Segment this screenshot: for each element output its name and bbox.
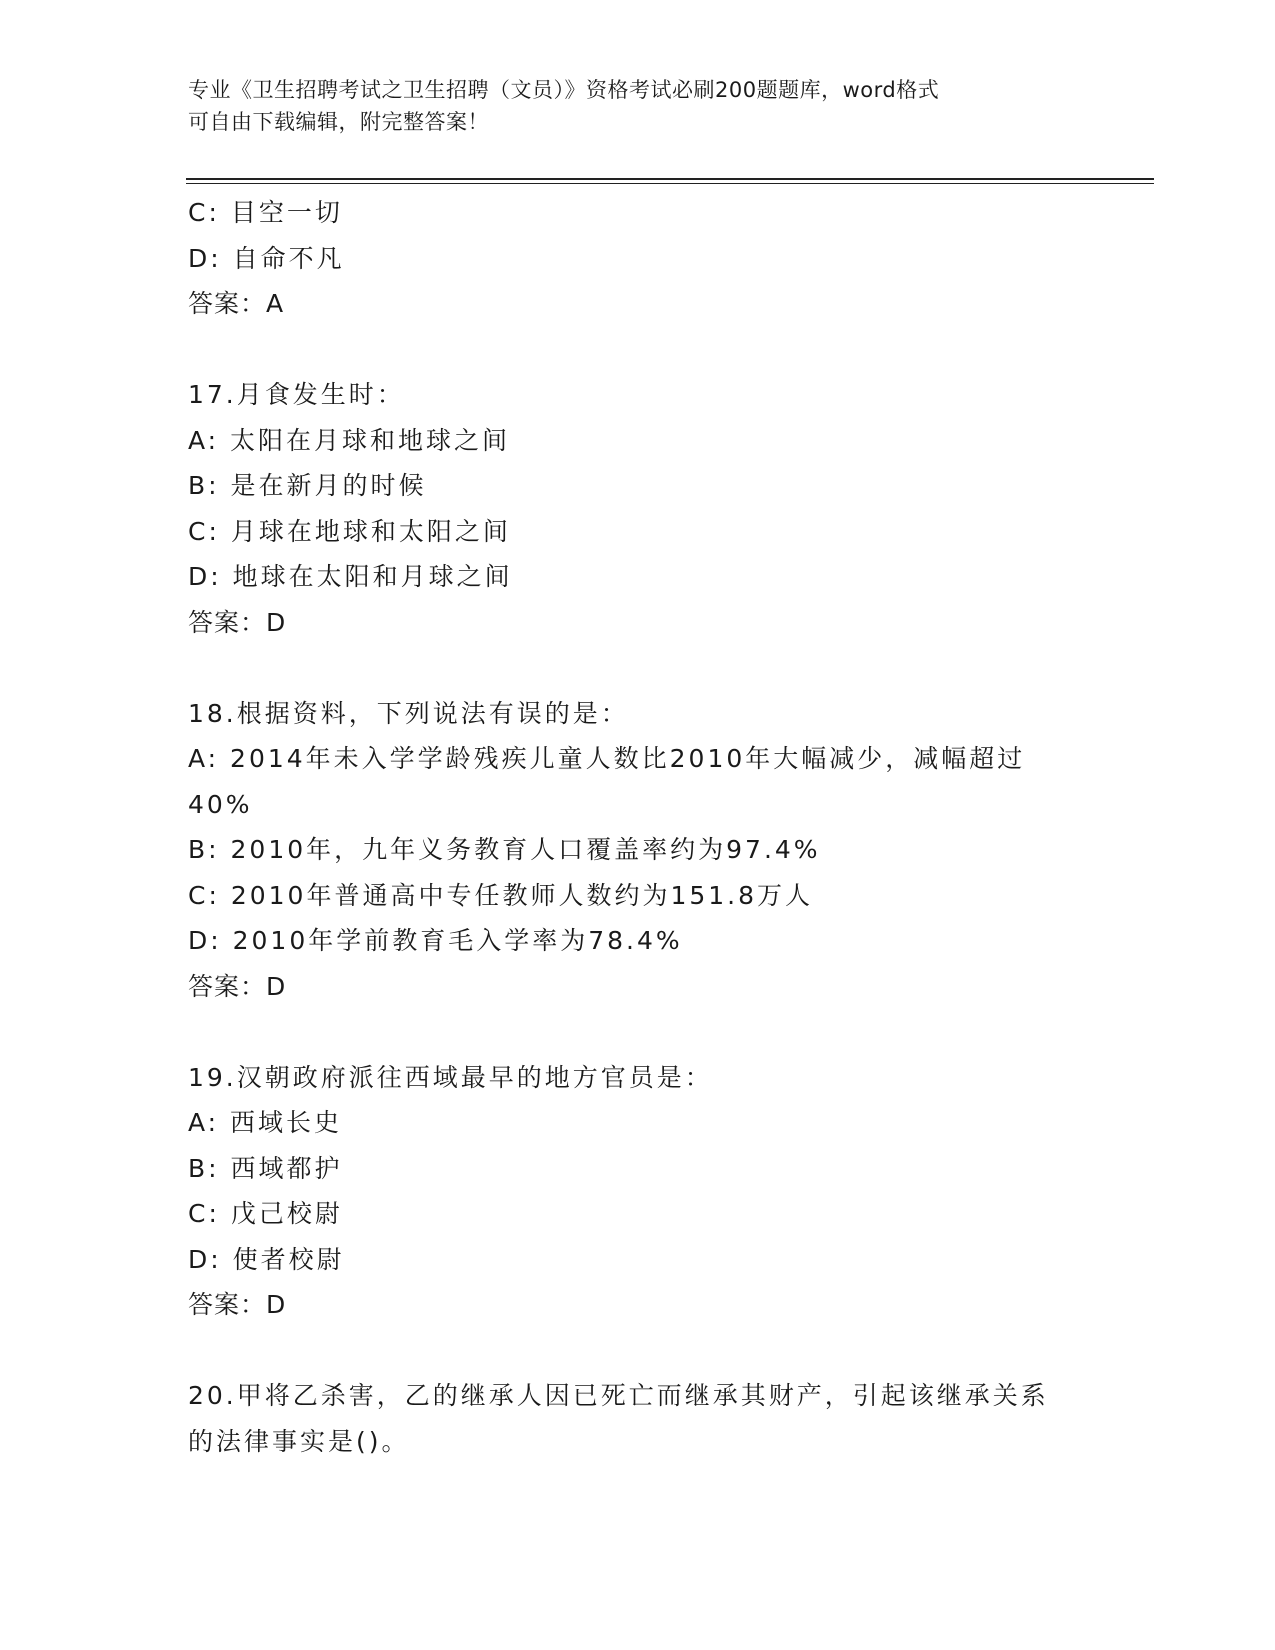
option-c: C: 戊己校尉 bbox=[188, 1199, 343, 1228]
header-line-1: 专业《卫生招聘考试之卫生招聘（文员）》资格考试必刷200题题库，word格式 bbox=[188, 78, 940, 102]
question-stem-line-2: 的法律事实是()。 bbox=[188, 1426, 410, 1456]
option-d: D: 地球在太阳和月球之间 bbox=[188, 562, 513, 591]
option-a-line-2: 40% bbox=[188, 789, 253, 819]
option-b: B: 西域都护 bbox=[188, 1153, 343, 1183]
option-a: A: 太阳在月球和地球之间 bbox=[188, 425, 511, 455]
option-a-line-1: A: 2014年未入学学龄残疾儿童人数比2010年大幅减少，减幅超过 bbox=[188, 744, 1026, 773]
header-line-2: 可自由下载编辑，附完整答案！ bbox=[188, 110, 489, 134]
option-a: A: 西域长史 bbox=[188, 1108, 343, 1137]
option-b: B: 是在新月的时候 bbox=[188, 471, 427, 500]
option-b: B: 2010年，九年义务教育人口覆盖率约为97.4% bbox=[188, 835, 821, 864]
header-divider-thin bbox=[186, 183, 1154, 184]
answer: 答案：D bbox=[188, 971, 287, 1001]
question-list bbox=[188, 190, 1088, 1464]
question-18 bbox=[188, 691, 1088, 1010]
answer: 答案：D bbox=[188, 1290, 287, 1319]
question-stem: 19.汉朝政府派往西域最早的地方官员是： bbox=[188, 1062, 713, 1092]
option-d: D: 使者校尉 bbox=[188, 1244, 345, 1274]
option-d: D: 2010年学前教育毛入学率为78.4% bbox=[188, 926, 683, 955]
question-stem-line-1: 20.甲将乙杀害，乙的继承人因已死亡而继承其财产，引起该继承关系 bbox=[188, 1381, 1049, 1410]
option-c: C: 月球在地球和太阳之间 bbox=[188, 516, 511, 546]
question-19 bbox=[188, 1055, 1088, 1328]
page-header bbox=[188, 74, 1068, 138]
option-c: C: 2010年普通高中专任教师人数约为151.8万人 bbox=[188, 880, 814, 910]
answer: 答案：A bbox=[188, 289, 285, 318]
header-divider-thick bbox=[186, 178, 1154, 180]
question-stem: 18.根据资料，下列说法有误的是： bbox=[188, 698, 629, 728]
answer: 答案：D bbox=[188, 607, 287, 637]
option-d: D: 自命不凡 bbox=[188, 243, 345, 273]
question-17 bbox=[188, 372, 1088, 645]
question-stem: 17.月食发生时： bbox=[188, 380, 405, 409]
question-16-continued bbox=[188, 190, 1088, 327]
option-c: C: 目空一切 bbox=[188, 198, 343, 227]
question-20 bbox=[188, 1373, 1088, 1464]
